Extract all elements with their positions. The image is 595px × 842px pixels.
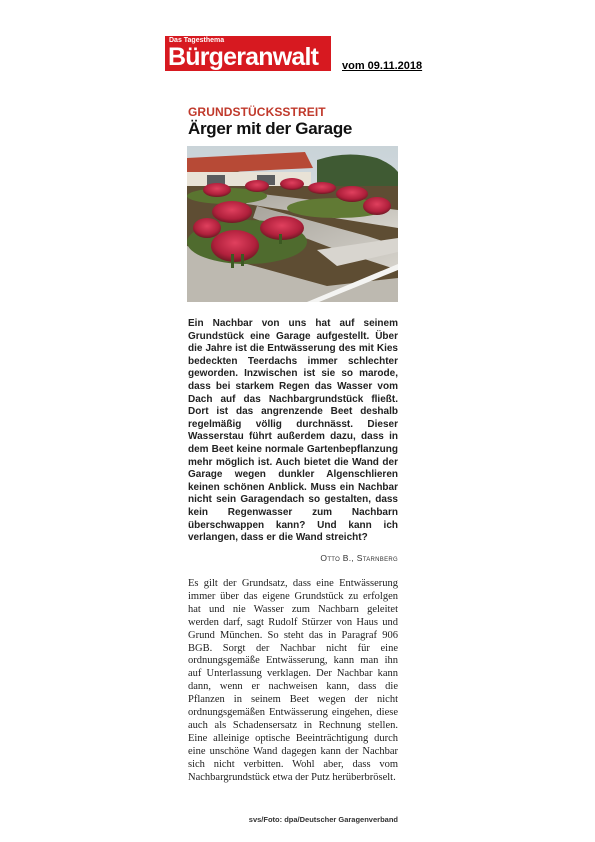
issue-date: vom 09.11.2018 (342, 60, 423, 72)
article-headline: Ärger mit der Garage (188, 119, 353, 138)
masthead-rubric: Das Tagesthema (169, 37, 225, 44)
photo-credit: svs/Foto: dpa/Deutscher Garagenverband (248, 815, 398, 824)
masthead-logo (165, 36, 331, 71)
garage-green-roof-photo (187, 146, 398, 302)
expert-answer: Es gilt der Grundsatz, dass eine Entwässerung immer über das eigene Grundstück zu erfolgen hat und nie Wasser zum Nachbarn geleitet werden darf, sagt Rudolf Stürzer von Haus und Grund München. So steht das in Paragraf 906 BGB. Sorgt der Nachbar nicht für eine ordnungsgemäße Entwässerung, kann man ihn auf Unterlassung verklagen. Der Nachbar kann dann, wenn er nachweisen kann, dass die Pflanzen in seinem Beet wegen der nicht ordnungsgemäßen Entwässerung eingehen, diese auch als Schadensersatz in Rechnung stellen. Eine alleinige optische Beeinträchtigung durch eine unschöne Wand dagegen kann der Nachbar sich nicht verbitten. Wohl aber, dass vom Nachbargrundstück etwa der Putz herüberbröselt. (188, 578, 398, 783)
masthead-title: Bürgeranwalt (168, 43, 319, 71)
reader-letter: Ein Nachbar von uns hat auf seinem Grundstück eine Garage aufgestellt. Über die Jahre ist die Entwässerung des mit Kies bedeckten Teerdachs immer schlechter geworden. Inzwischen ist sie so marode, dass bei starkem Regen das Wasser vom Dach auf das Nachbargrundstück fließt. Dort ist das angrenzende Beet deshalb regelmäßig völlig durchnässt. Dieser Wasserstau führt außerdem dazu, dass in dem Beet keine normale Gartenbepflanzung mehr möglich ist. Auch bietet die Wand der Garage wegen dunkler Algenschlieren keinen schönen Anblick. Muss ein Nachbar nicht sein Garagendach so gestalten, dass kein Regenwasser zum Nachbarn überschwappen kann? Und kann ich verlangen, dass er die Wand streicht? (188, 318, 398, 544)
letter-signature: Otto B., Starnberg (320, 553, 398, 563)
article-kicker: GRUNDSTÜCKSSTREIT (188, 105, 326, 119)
